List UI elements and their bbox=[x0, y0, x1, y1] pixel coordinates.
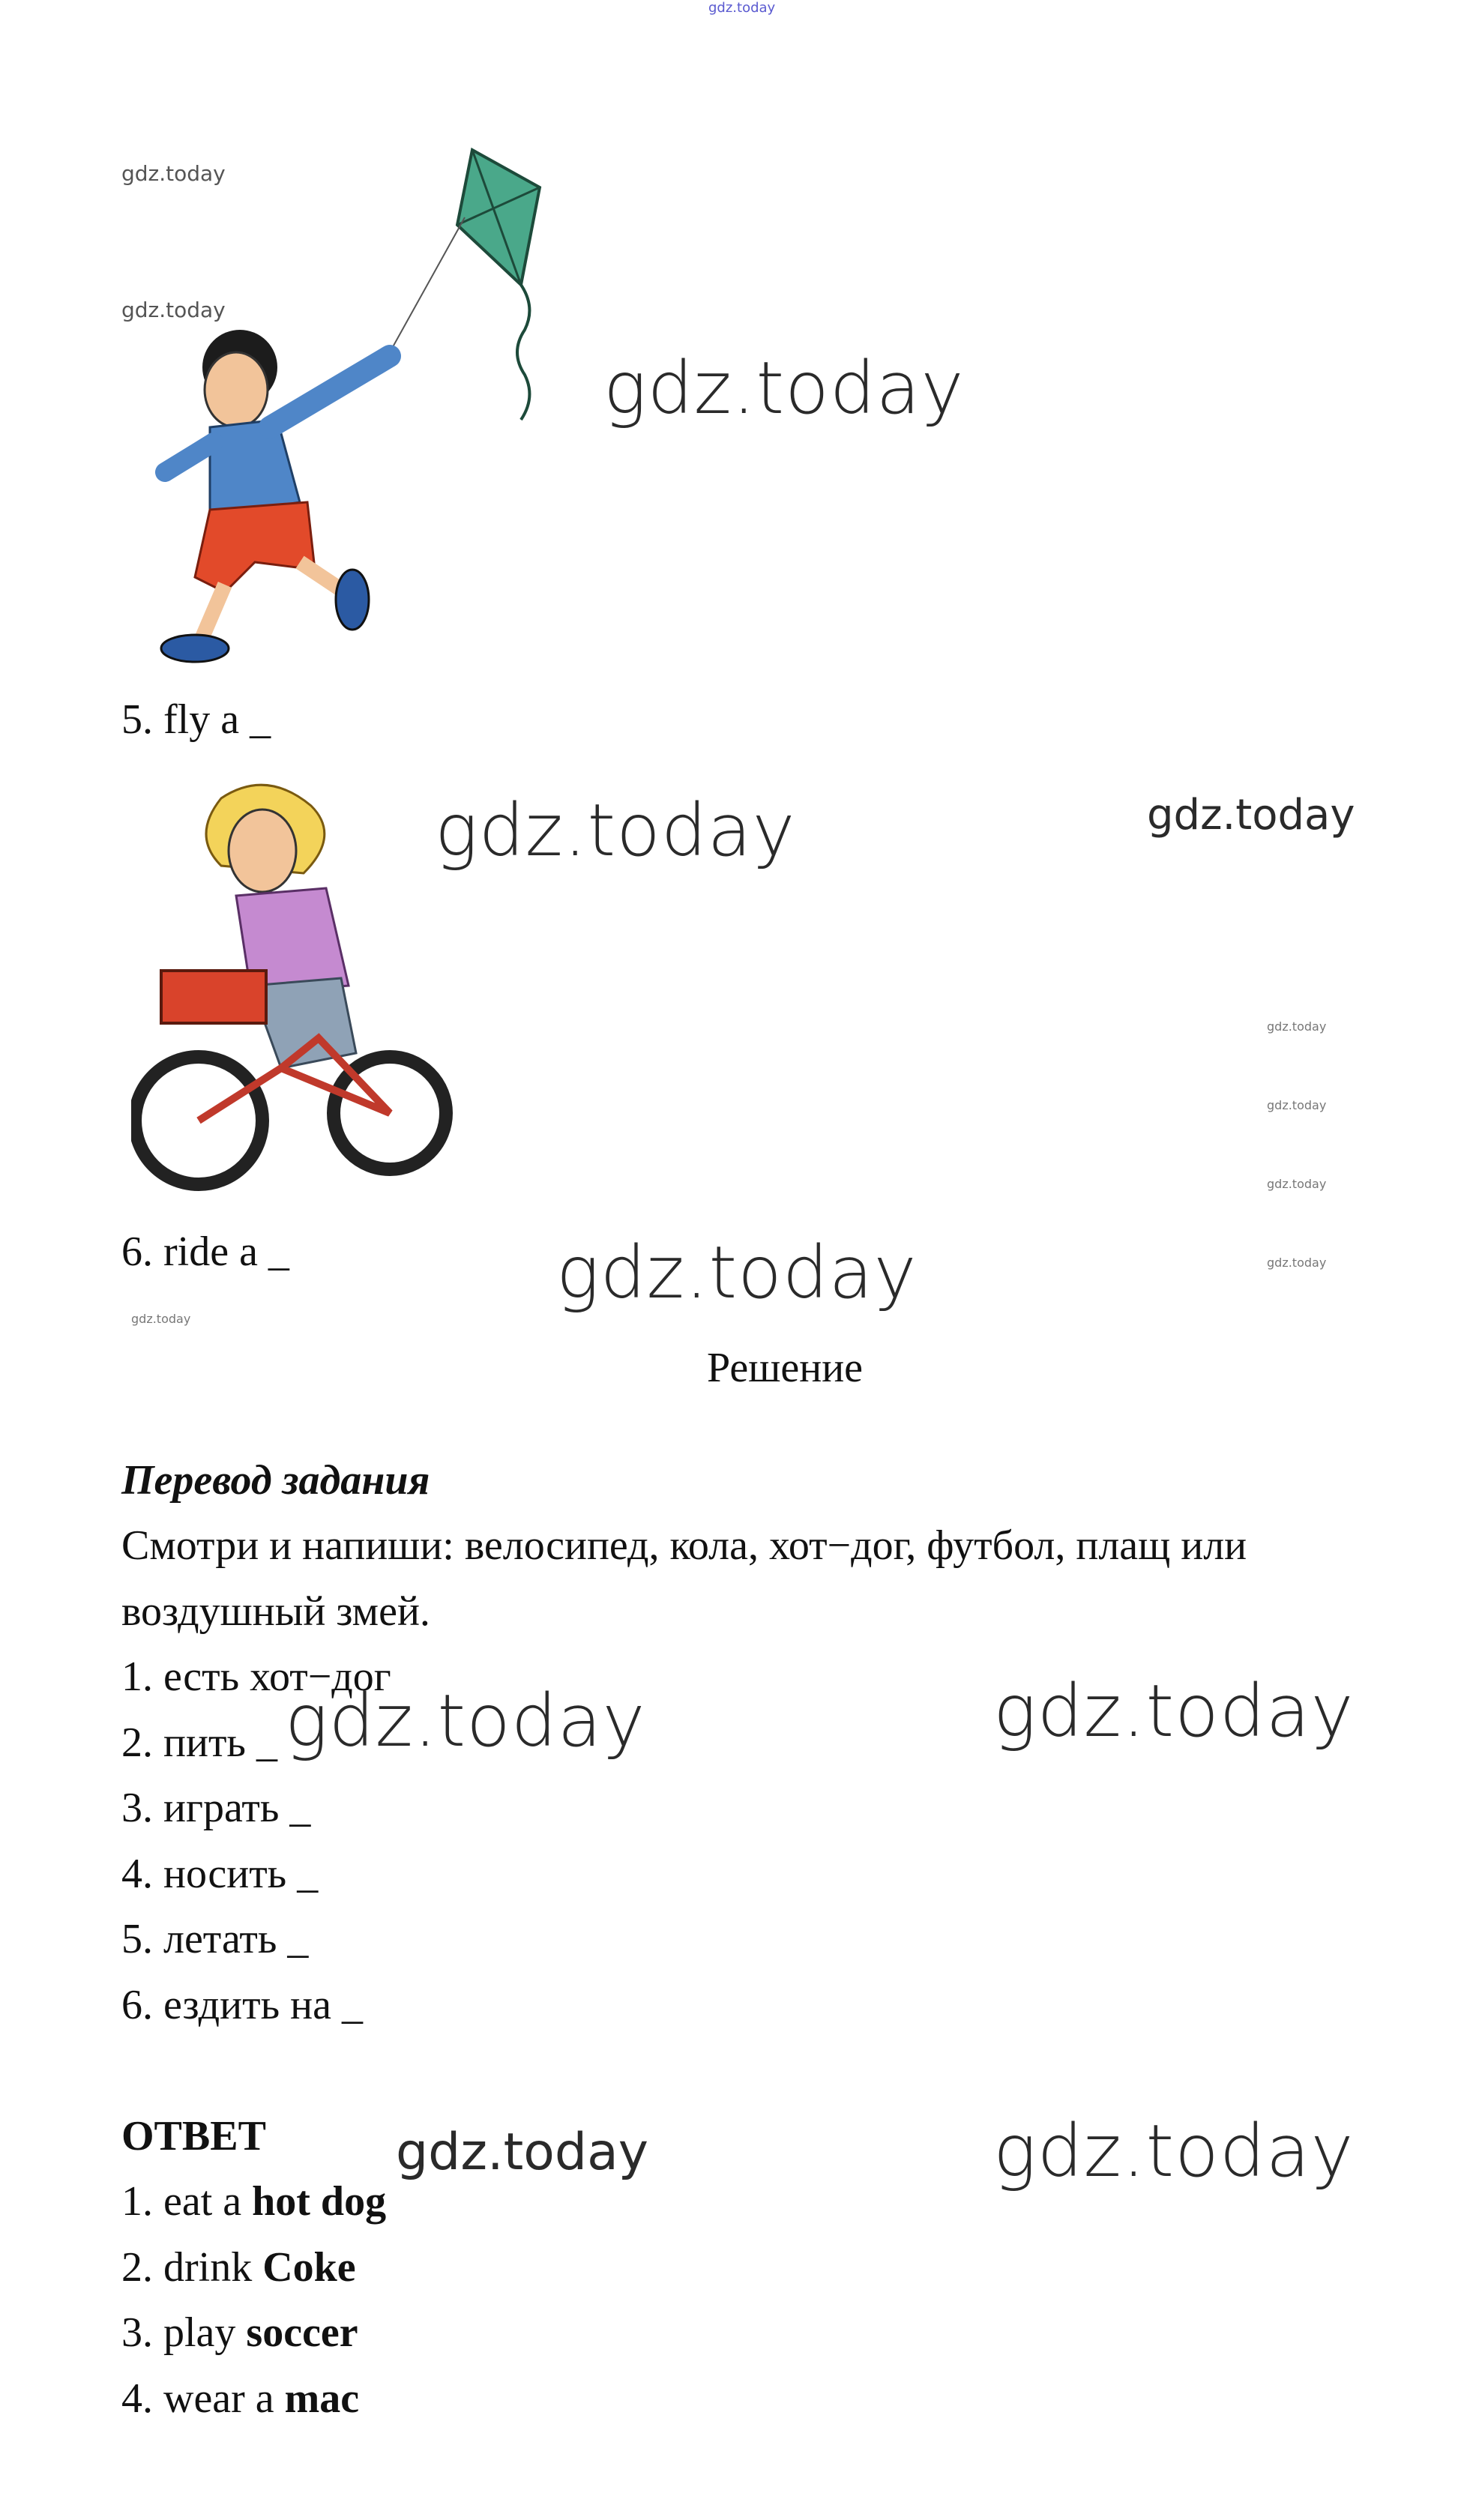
solution-heading: Решение bbox=[707, 1345, 864, 1391]
answer-word: Coke bbox=[262, 2244, 356, 2291]
answer-prefix: 3. play bbox=[121, 2309, 247, 2356]
answer-heading: ОТВЕТ bbox=[121, 2113, 266, 2159]
boy bbox=[161, 330, 390, 662]
answer-item bbox=[121, 2178, 387, 2225]
watermark-large: gdz.today bbox=[993, 1669, 1355, 1753]
answer-item bbox=[121, 2244, 356, 2291]
watermark-large: gdz.today bbox=[993, 2109, 1355, 2193]
watermark-medium: gdz.today bbox=[1147, 791, 1355, 840]
watermark-small: gdz.today bbox=[121, 161, 226, 186]
watermark-tiny: gdz.today bbox=[1267, 1019, 1327, 1034]
exercise-item-6: 6. ride a _ bbox=[121, 1229, 289, 1275]
watermark-tiny: gdz.today bbox=[1267, 1256, 1327, 1270]
answer-prefix: 2. drink bbox=[121, 2244, 263, 2291]
watermark-small: gdz.today bbox=[121, 298, 226, 322]
exercise-item-5: 5. fly a _ bbox=[121, 696, 271, 743]
translation-item: 2. пить _ bbox=[121, 1719, 277, 1766]
translation-instruction-line-1: Смотри и напиши: велосипед, кола, хот−дог, футбол, плащ или bbox=[121, 1522, 1247, 1569]
translation-item: 5. летать _ bbox=[121, 1916, 309, 1962]
answer-word: mac bbox=[284, 2375, 360, 2422]
watermark-medium: gdz.today bbox=[396, 2123, 648, 2182]
translation-item: 4. носить _ bbox=[121, 1851, 319, 1897]
watermark-tiny: gdz.today bbox=[1267, 1098, 1327, 1112]
watermark-large: gdz.today bbox=[285, 1679, 646, 1763]
translation-item: 1. есть хот−дог bbox=[121, 1654, 391, 1700]
answer-prefix: 4. wear a bbox=[121, 2375, 285, 2422]
answer-word: soccer bbox=[246, 2309, 358, 2356]
answer-item bbox=[121, 2375, 360, 2422]
watermark-large: gdz.today bbox=[435, 789, 796, 872]
watermark-large: gdz.today bbox=[603, 346, 965, 430]
answer-word: hot dog bbox=[252, 2178, 387, 2225]
watermark-tiny: gdz.today bbox=[1267, 1177, 1327, 1191]
translation-instruction-line-2: воздушный змей. bbox=[121, 1588, 430, 1635]
translation-item: 3. играть _ bbox=[121, 1785, 311, 1831]
translation-item: 6. ездить на _ bbox=[121, 1982, 363, 2028]
watermark-top: gdz.today bbox=[708, 0, 776, 16]
watermark-large: gdz.today bbox=[556, 1231, 918, 1315]
kite bbox=[390, 150, 540, 420]
watermark-tiny: gdz.today bbox=[131, 1312, 191, 1326]
answer-prefix: 1. eat a bbox=[121, 2178, 253, 2225]
boy-flying-kite-illustration bbox=[120, 142, 630, 682]
translation-heading: Перевод задания bbox=[121, 1457, 430, 1504]
answer-item bbox=[121, 2309, 358, 2356]
girl bbox=[206, 785, 356, 1068]
